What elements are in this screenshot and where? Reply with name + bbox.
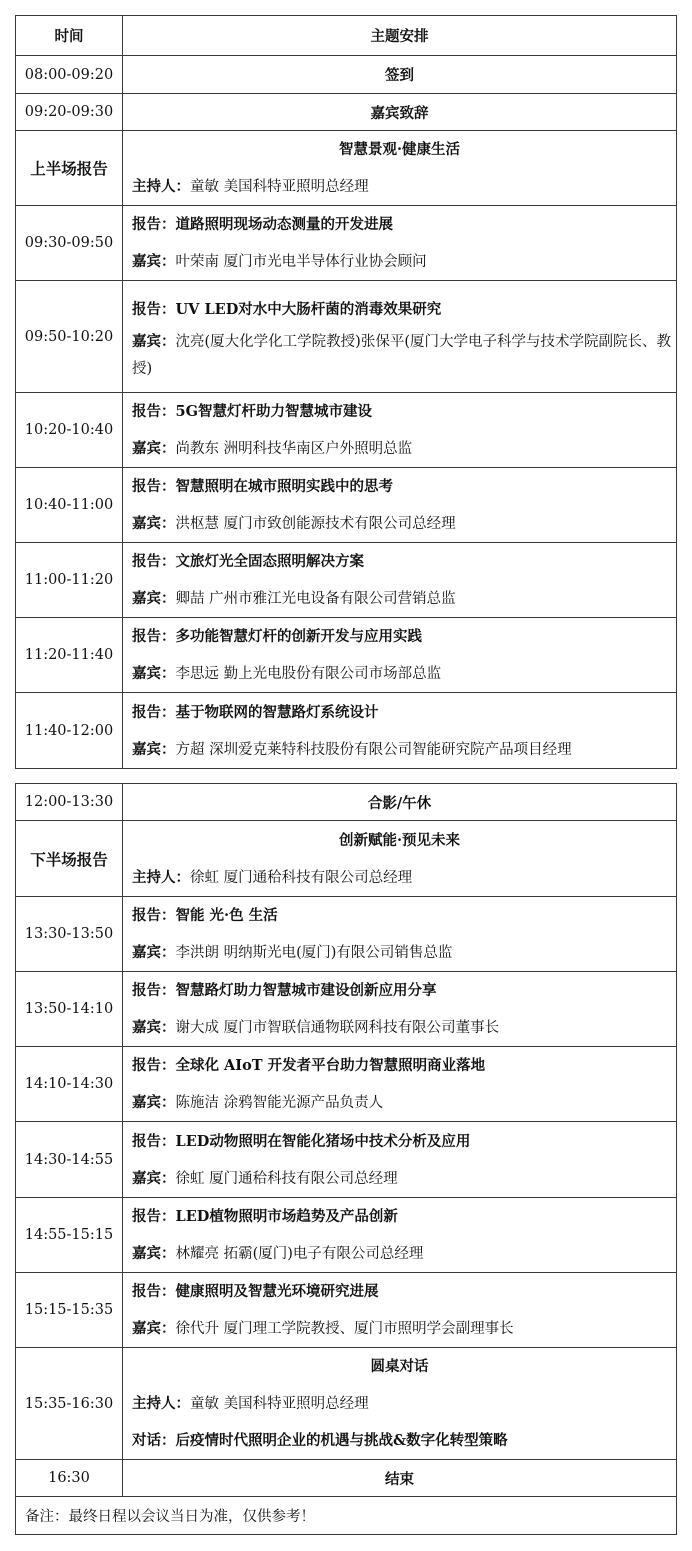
session-theme: 智慧景观·健康生活 [338,141,461,158]
talk-report: 报告：智慧照明在城市照明实践中的思考 [132,478,393,495]
talk-report: 报告：LED动物照明在智能化猪场中技术分析及应用 [132,1132,471,1150]
talk-report: 报告：全球化 AIoT 开发者平台助力智慧照明商业落地 [132,1057,486,1074]
schedule-note: 备注：最终日程以会议当日为准，仅供参考！ [16,1497,677,1535]
talk-report: 报告：智慧路灯助力智慧城市建设创新应用分享 [132,982,437,999]
talk-guest: 嘉宾：陈施洁 涂鸦智能光源产品负责人 [132,1094,384,1111]
talk-cell [123,281,677,393]
talk-time: 14:10-14:30 [16,1047,123,1122]
talk-time: 14:30-14:55 [16,1122,123,1198]
afternoon-schedule-table [15,783,677,1535]
roundtable-time: 15:35-16:30 [16,1348,123,1460]
talk-cell [123,897,677,972]
talk-row [16,543,677,618]
session-label: 上半场报告 [16,131,123,206]
morning-schedule-table [15,15,677,769]
roundtable-row [16,1348,677,1460]
checkin-title: 签到 [123,56,677,94]
talk-row [16,693,677,769]
talk-row [16,206,677,281]
talk-time: 10:40-11:00 [16,468,123,543]
welcome-title: 嘉宾致辞 [123,94,677,131]
talk-guest: 嘉宾：卿喆 广州市雅江光电设备有限公司营销总监 [132,590,456,607]
talk-row [16,618,677,693]
checkin-row [16,56,677,94]
talk-cell [123,693,677,769]
talk-time: 13:50-14:10 [16,972,123,1047]
talk-guest: 嘉宾：林耀亮 拓霸(厦门)电子有限公司总经理 [132,1245,424,1262]
talk-cell [123,618,677,693]
session-host: 主持人：徐虹 厦门通秴科技有限公司总经理 [132,868,413,886]
talk-report: 报告：多功能智慧灯杆的创新开发与应用实践 [132,628,422,645]
talk-time: 09:50-10:20 [16,281,123,393]
talk-cell [123,393,677,468]
roundtable-host: 主持人：童敏 美国科特亚照明总经理 [132,1395,369,1412]
end-title: 结束 [123,1460,677,1497]
talk-guest: 嘉宾：李洪朗 明纳斯光电(厦门)有限公司销售总监 [132,944,453,961]
talk-report: 报告：基于物联网的智慧路灯系统设计 [132,703,379,721]
talk-report: 报告：5G智慧灯杆助力智慧城市建设 [132,403,372,420]
talk-cell [123,206,677,281]
time-column-header: 时间 [16,16,123,56]
talk-guest: 嘉宾：叶荣南 厦门市光电半导体行业协会顾问 [132,253,427,270]
talk-time: 09:30-09:50 [16,206,123,281]
talk-guest: 嘉宾：谢大成 厦门市智联信通物联网科技有限公司董事长 [132,1019,500,1036]
talk-report: 报告：LED植物照明市场趋势及产品创新 [132,1208,398,1225]
talk-row [16,1273,677,1348]
talk-report: 报告：文旅灯光全固态照明解决方案 [132,553,364,570]
talk-row [16,281,677,393]
talk-row [16,393,677,468]
talk-time: 13:30-13:50 [16,897,123,972]
talk-row [16,972,677,1047]
talk-row [16,1122,677,1198]
session-label: 下半场报告 [16,821,123,897]
talk-guest: 嘉宾：徐虹 厦门通秴科技有限公司总经理 [132,1169,398,1187]
talk-time: 14:55-15:15 [16,1198,123,1273]
talk-cell [123,1198,677,1273]
session-theme: 创新赋能·预见未来 [338,831,461,849]
session-row [16,131,677,206]
talk-cell [123,1122,677,1198]
talk-time: 11:40-12:00 [16,693,123,769]
welcome-row [16,94,677,131]
talk-report: 报告：健康照明及智慧光环境研究进展 [132,1283,379,1300]
talk-cell [123,543,677,618]
talk-cell [123,1273,677,1348]
end-row [16,1460,677,1497]
header-row [16,16,677,56]
checkin-time: 08:00-09:20 [16,56,123,94]
talk-cell [123,468,677,543]
talk-cell [123,972,677,1047]
talk-row [16,897,677,972]
roundtable-topic: 对话：后疫情时代照明企业的机遇与挑战&数字化转型策略 [132,1432,508,1449]
session-cell [123,131,677,206]
lunch-title: 合影/午休 [123,784,677,821]
talk-time: 11:20-11:40 [16,618,123,693]
session-host: 主持人：童敏 美国科特亚照明总经理 [132,178,369,195]
end-time: 16:30 [16,1460,123,1497]
talk-row [16,468,677,543]
talk-report: 报告：智能 光·色 生活 [132,907,278,924]
talk-time: 15:15-15:35 [16,1273,123,1348]
talk-guest: 嘉宾：李思远 勤上光电股份有限公司市场部总监 [132,665,442,682]
welcome-time: 09:20-09:30 [16,94,123,131]
talk-row [16,1047,677,1122]
talk-time: 11:00-11:20 [16,543,123,618]
talk-guest: 嘉宾：徐代升 厦门理工学院教授、厦门市照明学会副理事长 [132,1320,514,1337]
lunch-time: 12:00-13:30 [16,784,123,821]
talk-row [16,1198,677,1273]
talk-cell [123,1047,677,1122]
topic-column-header: 主题安排 [123,16,677,56]
talk-report: 报告：道路照明现场动态测量的开发进展 [132,216,393,233]
lunch-row [16,784,677,821]
roundtable-cell [123,1348,677,1460]
talk-time: 10:20-10:40 [16,393,123,468]
session-cell [123,821,677,897]
note-row [16,1497,677,1535]
talk-guest: 嘉宾：方超 深圳爱克莱特科技股份有限公司智能研究院产品项目经理 [132,740,572,758]
roundtable-title: 圆桌对话 [370,1358,429,1375]
session-row [16,821,677,897]
talk-guest: 嘉宾：洪枢慧 厦门市致创能源技术有限公司总经理 [132,515,456,532]
talk-report: 报告：UV LED对水中大肠杆菌的消毒效果研究 [132,300,442,318]
talk-guest: 嘉宾：沈亮(厦大化学化工学院教授)张保平(厦门大学电子科学与技术学院副院长、教授) [132,332,671,377]
talk-guest: 嘉宾：尚教东 洲明科技华南区户外照明总监 [132,440,413,457]
